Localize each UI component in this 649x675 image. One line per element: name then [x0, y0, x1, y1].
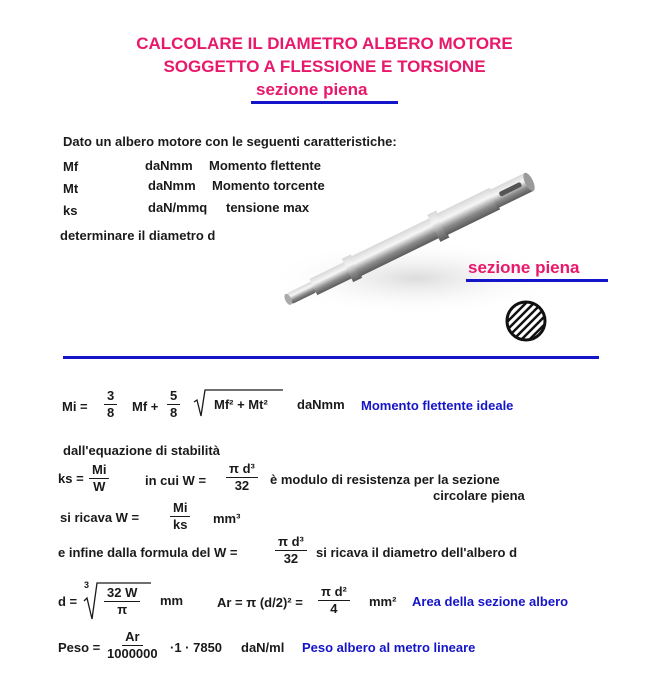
mi-unit: daNmm — [297, 397, 345, 412]
mi-mid: Mf + — [132, 399, 159, 414]
page-title: CALCOLARE IL DIAMETRO ALBERO MOTORE — [136, 34, 513, 53]
peso-lhs: Peso = — [58, 640, 101, 655]
ar-unit: mm² — [369, 594, 397, 609]
var-symbol: Mf — [63, 159, 79, 174]
peso-unit: daN/ml — [241, 640, 285, 655]
hatched-circle-icon — [503, 298, 549, 344]
ricava-fraction: $\frac{Mi}{ks}$ — [170, 500, 190, 533]
ks-desc-1: è modulo di resistenza per la sezione — [270, 472, 500, 487]
var-symbol: Mt — [63, 181, 79, 196]
intro-task: determinare il diametro d — [60, 228, 216, 243]
peso-fraction: $\frac{Ar}{1000000}$ — [107, 629, 158, 661]
stability-heading: dall'equazione di stabilità — [63, 443, 220, 458]
mi-sqrt-content: Mf² + Mt² — [214, 397, 268, 412]
peso-mult: ·1 · 7850 — [170, 640, 223, 655]
mi-fraction-1: $\frac{3}{8}$ — [104, 388, 117, 421]
var-desc: tensione max — [226, 200, 310, 215]
var-unit: daNmm — [148, 178, 196, 193]
var-unit: daNmm — [145, 158, 193, 173]
intro-given: Dato un albero motore con le seguenti caratteristiche: — [63, 134, 397, 149]
ricava-unit: mm³ — [213, 511, 241, 526]
d-unit: mm — [160, 593, 184, 608]
subtitle-underline — [251, 101, 398, 104]
mi-label: Momento flettente ideale — [361, 398, 514, 413]
ar-lhs: Ar = π (d/2)² = — [217, 595, 303, 610]
ks-fraction: $\frac{Mi}{W}$ — [89, 462, 109, 495]
mi-fraction-2: $\frac{5}{8}$ — [167, 388, 180, 421]
page-title-line2: SOGGETTO A FLESSIONE E TORSIONE — [163, 57, 486, 76]
ks-desc-2: circolare piena — [433, 488, 525, 503]
incui-text: in cui W = — [145, 473, 207, 488]
var-desc: Momento flettente — [209, 158, 321, 173]
infine-tail: si ricava il diametro dell'albero d — [316, 545, 518, 560]
infine-text: e infine dalla formula del W = — [58, 545, 238, 560]
var-desc: Momento torcente — [212, 178, 325, 193]
ar-label: Area della sezione albero — [412, 594, 569, 609]
ricava-lhs: si ricava W = — [60, 510, 140, 525]
infine-fraction: $\frac{\text{π d³}}{32}$ — [275, 534, 307, 567]
ks-lhs: ks = — [58, 471, 84, 486]
figure-label-underline — [466, 279, 608, 282]
var-symbol: ks — [63, 203, 78, 218]
d-fraction: $\frac{32 W}{\pi}$ — [104, 585, 140, 618]
mi-lhs: Mi = — [62, 399, 88, 414]
root-index: 3 — [84, 580, 90, 590]
shaft-image — [266, 160, 562, 320]
w-fraction: $\frac{\text{π d³}}{32}$ — [226, 461, 258, 494]
d-lhs: d = — [58, 594, 78, 609]
peso-label: Peso albero al metro lineare — [302, 640, 476, 655]
var-unit: daN/mmq — [148, 200, 208, 215]
section-divider — [63, 356, 599, 359]
ar-fraction: $\frac{\text{π d²}}{4}$ — [318, 584, 350, 617]
page-subtitle: sezione piena — [256, 80, 368, 99]
figure-label: sezione piena — [468, 258, 580, 277]
